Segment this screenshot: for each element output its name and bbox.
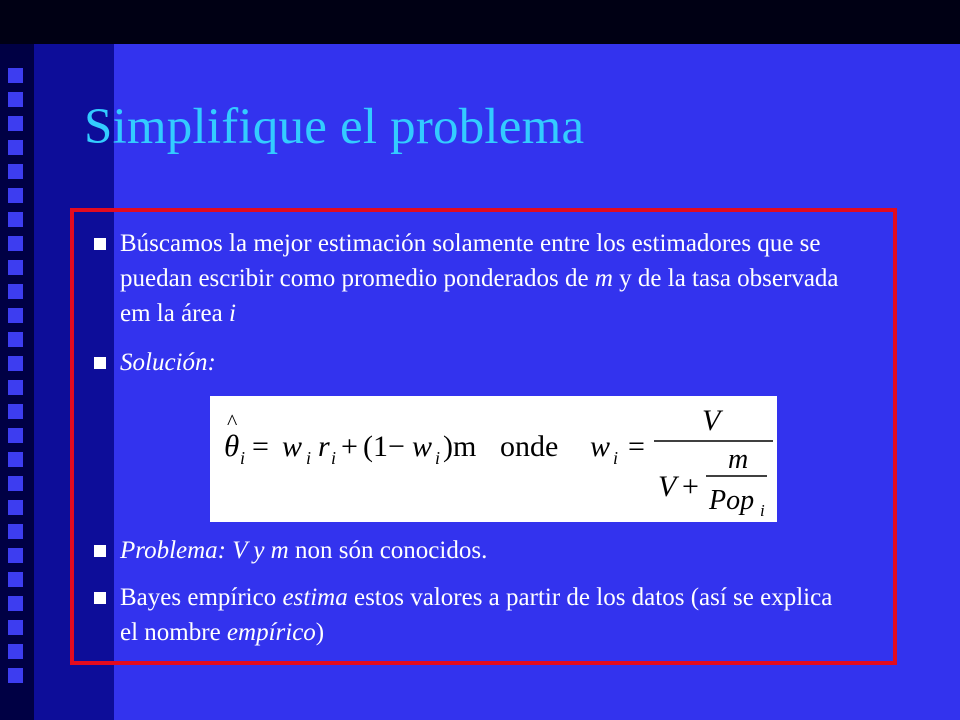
decor-square (8, 68, 23, 83)
formula-onde: onde (500, 430, 559, 463)
decor-square (8, 476, 23, 491)
top-left-corner (0, 0, 114, 44)
decor-square (8, 668, 23, 683)
bullet-2 (94, 345, 854, 380)
formula-inner-m: m (728, 444, 749, 475)
bullet-square-icon (94, 357, 106, 369)
formula-sub: i (240, 448, 246, 468)
decor-square (8, 284, 23, 299)
bullet-square-icon (94, 545, 106, 557)
decor-square (8, 644, 23, 659)
formula-sub: i (435, 448, 441, 468)
formula-plus: + (341, 430, 358, 463)
decor-square (8, 332, 23, 347)
formula-r: r (318, 430, 330, 463)
formula-image (210, 396, 777, 522)
formula-w: w (282, 430, 303, 463)
formula-numerator-v: V (702, 404, 721, 437)
decor-square (8, 596, 23, 611)
formula-theta: θ (224, 428, 240, 463)
bullet-2-text: Solución: (120, 349, 216, 376)
top-dark-band (0, 0, 960, 44)
bullet-3 (94, 533, 854, 568)
decor-square (8, 164, 23, 179)
bullet-1 (94, 226, 854, 331)
decor-square (8, 380, 23, 395)
decor-square (8, 260, 23, 275)
decor-square (8, 140, 23, 155)
decor-square (8, 572, 23, 587)
bullet-4-text: Bayes empírico estima estos valores a partir de los datos (así se explica el nombre empírico) (120, 584, 833, 646)
decor-square (8, 620, 23, 635)
formula-equals: = (252, 430, 269, 463)
decor-square (8, 236, 23, 251)
formula-sub: i (613, 448, 619, 468)
bullet-square-icon (94, 592, 106, 604)
slide-title: Simplifique el problema (84, 99, 585, 155)
left-square-strip (0, 44, 34, 720)
bullet-4 (94, 580, 854, 650)
formula-sub: i (306, 448, 312, 468)
bullet-1-text: Búscamos la mejor estimación solamente entre los estimadores que se puedan escribir como promedio ponderados de m y de la tasa observada em la área i (120, 230, 839, 327)
decor-square (8, 524, 23, 539)
formula-plus: + (682, 470, 699, 503)
decor-square (8, 404, 23, 419)
decor-square (8, 308, 23, 323)
decor-square (8, 188, 23, 203)
decor-square (8, 548, 23, 563)
content-frame (70, 208, 897, 665)
formula-sub: i (331, 448, 337, 468)
formula-sub: i (760, 501, 765, 520)
bullet-3-text: Problema: V y m non són conocidos. (120, 537, 488, 564)
formula-w: w (590, 430, 611, 463)
formula-w: w (412, 430, 433, 463)
formula-equals: = (628, 430, 645, 463)
decor-square (8, 452, 23, 467)
formula-denominator-v: V (658, 470, 677, 503)
decor-square (8, 356, 23, 371)
decor-square (8, 428, 23, 443)
decor-square (8, 212, 23, 227)
formula-one-minus: (1− (363, 430, 405, 463)
formula-hat: ^ (227, 409, 238, 434)
formula-close-m: )m (443, 430, 477, 463)
formula-pop: Pop (709, 485, 755, 516)
bullet-square-icon (94, 238, 106, 250)
decor-square (8, 500, 23, 515)
decor-square (8, 116, 23, 131)
decor-square (8, 92, 23, 107)
